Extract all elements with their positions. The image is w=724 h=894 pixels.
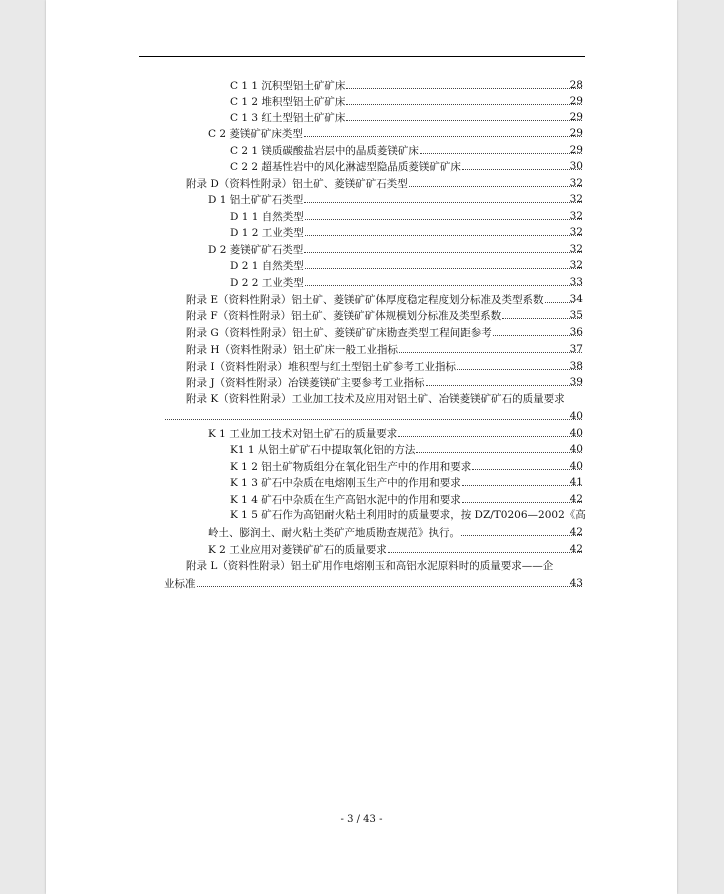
toc-entry-page: 39 — [569, 376, 583, 388]
toc-entry-title: C 2 1 镁质碳酸盐岩层中的晶质菱镁矿床 — [230, 145, 419, 157]
toc-entry-page: 42 — [569, 526, 583, 538]
toc-entry[interactable] — [46, 507, 677, 523]
toc-entry-title: 附录 I（资料性附录）堆积型与红土型铝土矿参考工业指标 — [186, 361, 456, 373]
toc-entry-title: K1 1 从铝土矿矿石中提取氧化铝的方法 — [230, 444, 416, 456]
toc-entry-page: 30 — [569, 160, 583, 172]
toc-entry[interactable] — [46, 474, 677, 490]
toc-entry-page: 29 — [569, 95, 583, 107]
toc-entry-page: 32 — [569, 210, 583, 222]
toc-entry[interactable] — [46, 224, 677, 240]
toc-entry-page: 40 — [569, 410, 583, 422]
toc-entry[interactable] — [46, 191, 677, 207]
toc-entry-page: 32 — [569, 243, 583, 255]
toc-entry-title: K 1 工业加工技术对铝土矿石的质量要求 — [208, 428, 398, 440]
toc-entry-page: 37 — [569, 343, 583, 355]
toc-entry-title: C 1 3 红土型铝土矿矿床 — [230, 112, 346, 124]
toc-entry-title: C 2 菱镁矿矿床类型 — [208, 128, 303, 140]
toc-entry-page: 32 — [569, 193, 583, 205]
toc-entry[interactable] — [46, 575, 677, 591]
toc-entry-title: K 1 4 矿石中杂质在生产高铝水泥中的作用和要求 — [230, 494, 461, 506]
toc-entry[interactable] — [46, 257, 677, 273]
toc-entry[interactable] — [46, 142, 677, 158]
toc-entry[interactable] — [46, 391, 677, 407]
toc-entry[interactable] — [46, 208, 677, 224]
toc-entry-page: 38 — [569, 360, 583, 372]
page-number-footer: - 3 / 43 - — [340, 814, 383, 825]
toc-entry[interactable] — [46, 341, 677, 357]
toc-entry-title: D 2 菱镁矿矿石类型 — [208, 244, 304, 256]
toc-entry[interactable] — [46, 291, 677, 307]
toc-entry-title: 附录 J（资料性附录）冶镁菱镁矿主要参考工业指标 — [186, 377, 425, 389]
toc-entry[interactable] — [46, 109, 677, 125]
toc-entry-page: 32 — [569, 259, 583, 271]
toc-entry-title: 附录 F（资料性附录）铝土矿、菱镁矿矿体规模划分标准及类型系数 — [186, 310, 502, 322]
toc-entry-page: 28 — [569, 79, 583, 91]
toc-entry[interactable] — [46, 274, 677, 290]
toc-entry-page: 40 — [569, 443, 583, 455]
document-page — [46, 0, 677, 894]
toc-entry[interactable] — [46, 491, 677, 507]
toc-entry-title: C 2 2 超基性岩中的风化淋滤型隐晶质菱镁矿矿床 — [230, 161, 461, 173]
toc-entry-title: 附录 D（资料性附录）铝土矿、菱镁矿矿石类型 — [186, 178, 408, 190]
toc-entry-title: C 1 1 沉积型铝土矿矿床 — [230, 80, 346, 92]
toc-entry-title: D 2 1 自然类型 — [230, 260, 304, 272]
toc-entry[interactable] — [46, 408, 677, 424]
toc-entry-page: 42 — [569, 543, 583, 555]
toc-entry-title: 附录 K（资料性附录）工业加工技术及应用对铝土矿、冶镁菱镁矿矿石的质量要求 — [186, 393, 565, 405]
toc-entry[interactable] — [46, 458, 677, 474]
toc-entry[interactable] — [46, 307, 677, 323]
toc-entry[interactable] — [46, 425, 677, 441]
toc-entry-page: 29 — [569, 127, 583, 139]
toc-entry-page: 40 — [569, 427, 583, 439]
toc-entry-title: 附录 H（资料性附录）铝土矿床一般工业指标 — [186, 344, 398, 356]
toc-entry[interactable] — [46, 175, 677, 191]
toc-entry-title: 附录 L（资料性附录）铝土矿用作电熔刚玉和高铝水泥原料时的质量要求——企 — [186, 560, 554, 572]
toc-entry-page: 35 — [569, 309, 583, 321]
table-of-contents — [46, 0, 677, 800]
toc-entry-title: 岭土、膨润土、耐火粘土类矿产地质勘查规范》执行。 — [208, 527, 460, 539]
toc-entry-page: 36 — [569, 326, 583, 338]
toc-entry[interactable] — [46, 558, 677, 574]
toc-entry[interactable] — [46, 77, 677, 93]
toc-entry-title: K 2 工业应用对菱镁矿矿石的质量要求 — [208, 544, 387, 556]
toc-entry[interactable] — [46, 93, 677, 109]
toc-entry[interactable] — [46, 358, 677, 374]
toc-entry[interactable] — [46, 541, 677, 557]
toc-entry[interactable] — [46, 374, 677, 390]
toc-entry-title: K 1 2 铝土矿物质组分在氧化铝生产中的作用和要求 — [230, 461, 472, 473]
toc-entry-title: 附录 G（资料性附录）铝土矿、菱镁矿矿床勘查类型工程间距参考 — [186, 327, 492, 339]
toc-entry-page: 41 — [569, 476, 583, 488]
toc-entry-page: 29 — [569, 111, 583, 123]
toc-entry-page: 43 — [569, 577, 583, 589]
toc-entry-title: K 1 3 矿石中杂质在电熔刚玉生产中的作用和要求 — [230, 477, 461, 489]
toc-entry-title: D 2 2 工业类型 — [230, 277, 304, 289]
toc-entry[interactable] — [46, 241, 677, 257]
toc-entry-page: 40 — [569, 460, 583, 472]
toc-entry-title: K 1 5 矿石作为高铝耐火粘土利用时的质量要求，按 DZ/T0206—2002《高 — [230, 509, 586, 521]
toc-entry-title: 附录 E（资料性附录）铝土矿、菱镁矿矿体厚度稳定程度划分标准及类型系数 — [186, 294, 544, 306]
toc-entry[interactable] — [46, 158, 677, 174]
toc-entry-title: C 1 2 堆积型铝土矿矿床 — [230, 96, 346, 108]
toc-entry-title: D 1 铝土矿矿石类型 — [208, 194, 304, 206]
toc-entry-page: 29 — [569, 144, 583, 156]
toc-entry-page: 42 — [569, 493, 583, 505]
toc-entry-title: 业标准 — [164, 578, 196, 590]
toc-entry-page: 32 — [569, 177, 583, 189]
toc-entry[interactable] — [46, 324, 677, 340]
toc-entry[interactable] — [46, 524, 677, 540]
toc-entry-page: 33 — [569, 276, 583, 288]
toc-entry-page: 32 — [569, 226, 583, 238]
toc-entry-title: D 1 1 自然类型 — [230, 211, 304, 223]
toc-entry-title: D 1 2 工业类型 — [230, 227, 304, 239]
toc-entry-page: 34 — [569, 293, 583, 305]
toc-entry[interactable] — [46, 125, 677, 141]
toc-entry[interactable] — [46, 441, 677, 457]
